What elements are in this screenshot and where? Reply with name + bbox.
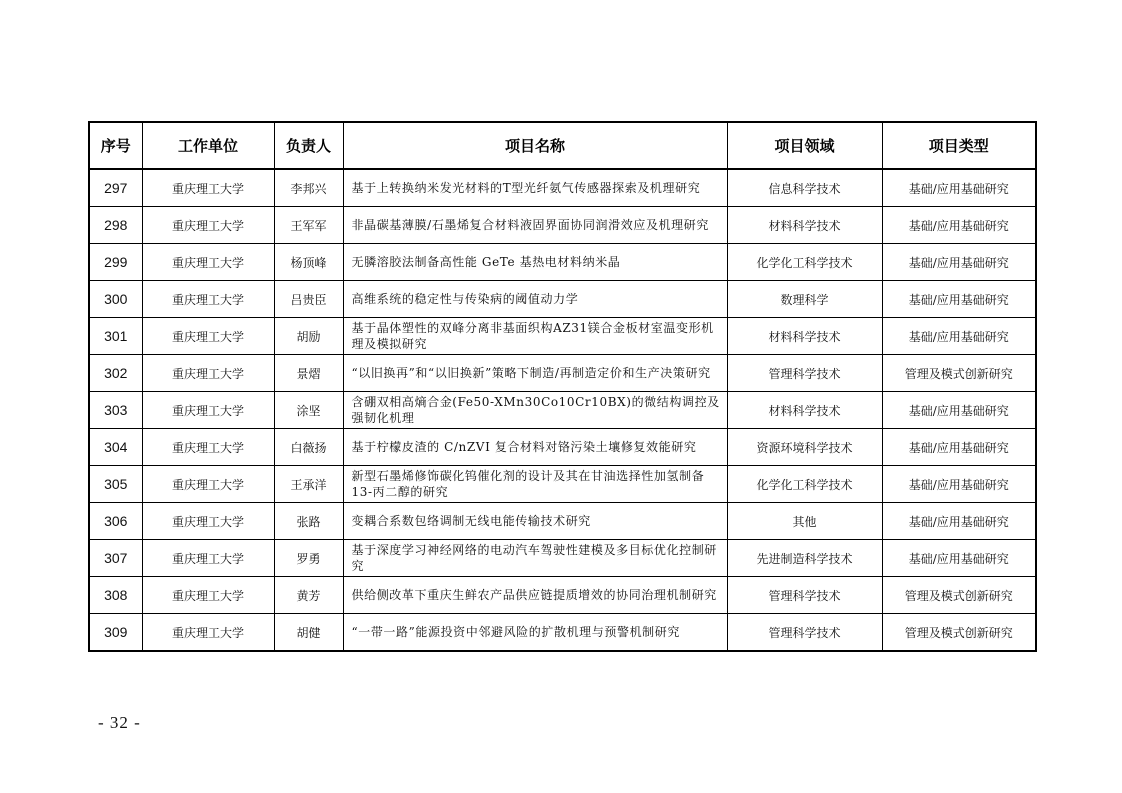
cell-leader: 王军军 [274, 207, 343, 244]
cell-project-name: 含硼双相高熵合金(Fe50-XMn30Co10Cr10BX)的微结构调控及强韧化机理 [343, 392, 727, 429]
header-serial: 序号 [89, 122, 142, 169]
cell-leader: 白薇扬 [274, 429, 343, 466]
cell-project-name: 无膦溶胶法制备高性能 GeTe 基热电材料纳米晶 [343, 244, 727, 281]
cell-field: 管理科学技术 [727, 614, 882, 652]
cell-field: 其他 [727, 503, 882, 540]
cell-unit: 重庆理工大学 [142, 577, 274, 614]
cell-serial: 306 [89, 503, 142, 540]
cell-serial: 297 [89, 169, 142, 207]
table-row [89, 503, 1036, 540]
cell-type: 基础/应用基础研究 [882, 281, 1036, 318]
cell-unit: 重庆理工大学 [142, 169, 274, 207]
cell-serial: 300 [89, 281, 142, 318]
cell-leader: 李邦兴 [274, 169, 343, 207]
cell-serial: 304 [89, 429, 142, 466]
cell-project-name: 变耦合系数包络调制无线电能传输技术研究 [343, 503, 727, 540]
table-row [89, 577, 1036, 614]
table-row [89, 281, 1036, 318]
cell-leader: 王承洋 [274, 466, 343, 503]
cell-unit: 重庆理工大学 [142, 429, 274, 466]
cell-leader: 张路 [274, 503, 343, 540]
cell-type: 管理及模式创新研究 [882, 355, 1036, 392]
cell-type: 基础/应用基础研究 [882, 429, 1036, 466]
cell-type: 基础/应用基础研究 [882, 169, 1036, 207]
cell-type: 管理及模式创新研究 [882, 614, 1036, 652]
cell-project-name: “以旧换再”和“以旧换新”策略下制造/再制造定价和生产决策研究 [343, 355, 727, 392]
cell-field: 化学化工科学技术 [727, 466, 882, 503]
cell-unit: 重庆理工大学 [142, 318, 274, 355]
cell-field: 信息科学技术 [727, 169, 882, 207]
cell-unit: 重庆理工大学 [142, 207, 274, 244]
header-row [89, 122, 1036, 169]
table-row [89, 318, 1036, 355]
cell-project-name: 基于深度学习神经网络的电动汽车驾驶性建模及多目标优化控制研究 [343, 540, 727, 577]
table-row [89, 614, 1036, 652]
cell-serial: 299 [89, 244, 142, 281]
cell-project-name: 新型石墨烯修饰碳化钨催化剂的设计及其在甘油选择性加氢制备 13-丙二醇的研究 [343, 466, 727, 503]
cell-unit: 重庆理工大学 [142, 355, 274, 392]
cell-field: 数理科学 [727, 281, 882, 318]
cell-leader: 罗勇 [274, 540, 343, 577]
header-leader: 负责人 [274, 122, 343, 169]
cell-leader: 胡健 [274, 614, 343, 652]
cell-unit: 重庆理工大学 [142, 244, 274, 281]
header-unit: 工作单位 [142, 122, 274, 169]
cell-leader: 黄芳 [274, 577, 343, 614]
cell-unit: 重庆理工大学 [142, 614, 274, 652]
cell-type: 基础/应用基础研究 [882, 466, 1036, 503]
cell-leader: 涂坚 [274, 392, 343, 429]
table-row [89, 169, 1036, 207]
project-table [88, 121, 1037, 652]
cell-serial: 305 [89, 466, 142, 503]
cell-field: 材料科学技术 [727, 318, 882, 355]
cell-type: 基础/应用基础研究 [882, 540, 1036, 577]
cell-field: 化学化工科学技术 [727, 244, 882, 281]
cell-serial: 308 [89, 577, 142, 614]
cell-project-name: 基于上转换纳米发光材料的T型光纤氨气传感器探索及机理研究 [343, 169, 727, 207]
cell-type: 基础/应用基础研究 [882, 392, 1036, 429]
table-row [89, 207, 1036, 244]
cell-unit: 重庆理工大学 [142, 392, 274, 429]
header-project-name: 项目名称 [343, 122, 727, 169]
table-row [89, 429, 1036, 466]
table-row [89, 466, 1036, 503]
cell-project-name: “一带一路”能源投资中邻避风险的扩散机理与预警机制研究 [343, 614, 727, 652]
cell-leader: 景熠 [274, 355, 343, 392]
cell-project-name: 基于晶体塑性的双峰分离非基面织构AZ31镁合金板材室温变形机理及模拟研究 [343, 318, 727, 355]
cell-field: 材料科学技术 [727, 392, 882, 429]
cell-type: 基础/应用基础研究 [882, 244, 1036, 281]
table-row [89, 355, 1036, 392]
cell-unit: 重庆理工大学 [142, 466, 274, 503]
cell-leader: 胡励 [274, 318, 343, 355]
cell-serial: 298 [89, 207, 142, 244]
header-type: 项目类型 [882, 122, 1036, 169]
cell-type: 基础/应用基础研究 [882, 318, 1036, 355]
cell-type: 基础/应用基础研究 [882, 207, 1036, 244]
cell-project-name: 基于柠檬皮渣的 C/nZVI 复合材料对铬污染土壤修复效能研究 [343, 429, 727, 466]
cell-serial: 303 [89, 392, 142, 429]
cell-type: 管理及模式创新研究 [882, 577, 1036, 614]
cell-serial: 307 [89, 540, 142, 577]
cell-unit: 重庆理工大学 [142, 540, 274, 577]
table-row [89, 392, 1036, 429]
cell-field: 资源环境科学技术 [727, 429, 882, 466]
page-number: - 32 - [98, 713, 141, 732]
cell-project-name: 非晶碳基薄膜/石墨烯复合材料液固界面协同润滑效应及机理研究 [343, 207, 727, 244]
table-row [89, 244, 1036, 281]
cell-project-name: 供给侧改革下重庆生鲜农产品供应链提质增效的协同治理机制研究 [343, 577, 727, 614]
cell-serial: 302 [89, 355, 142, 392]
cell-field: 材料科学技术 [727, 207, 882, 244]
header-field: 项目领域 [727, 122, 882, 169]
cell-type: 基础/应用基础研究 [882, 503, 1036, 540]
table-row [89, 540, 1036, 577]
cell-leader: 吕贵臣 [274, 281, 343, 318]
cell-serial: 301 [89, 318, 142, 355]
cell-field: 管理科学技术 [727, 577, 882, 614]
cell-unit: 重庆理工大学 [142, 503, 274, 540]
cell-project-name: 高维系统的稳定性与传染病的阈值动力学 [343, 281, 727, 318]
cell-field: 先进制造科学技术 [727, 540, 882, 577]
cell-unit: 重庆理工大学 [142, 281, 274, 318]
cell-field: 管理科学技术 [727, 355, 882, 392]
cell-leader: 杨顶峰 [274, 244, 343, 281]
cell-serial: 309 [89, 614, 142, 652]
